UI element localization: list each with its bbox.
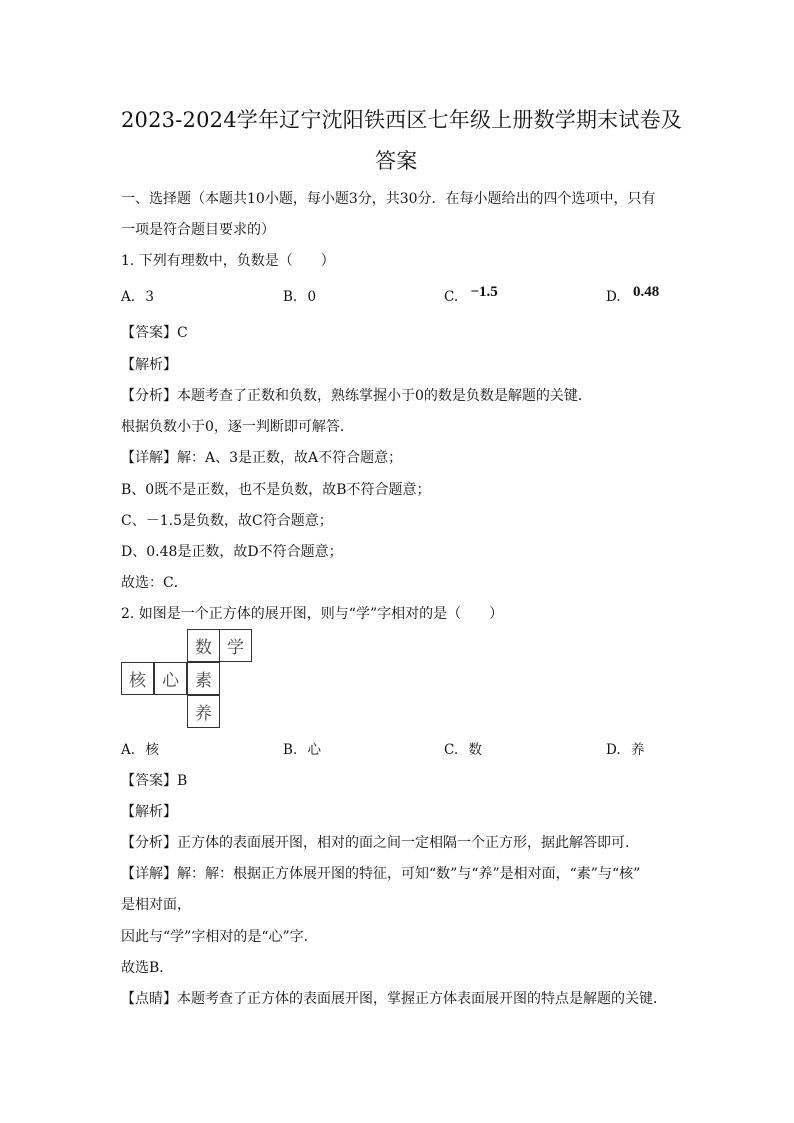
net-square-he: 核 xyxy=(121,662,154,695)
q2-detail-line3: 因此与“学”字相对的是“心”字． xyxy=(121,929,318,945)
q1-option-c-letter: C. xyxy=(444,289,459,305)
q2-detail-line1: 【详解】解：解：根据正方体展开图的特征，可知“数”与“养”是相对面，“素”与“核” xyxy=(121,866,641,882)
q1-option-b-value: 0 xyxy=(307,289,317,305)
q2-option-c-value: 数 xyxy=(468,742,482,758)
q1-option-d-value: 0.48 xyxy=(632,284,660,300)
q2-option-c xyxy=(444,738,482,758)
q1-conclusion: 故选：C． xyxy=(121,575,188,591)
q1-option-b-letter: B. xyxy=(283,289,298,305)
q2-option-d-letter: D. xyxy=(606,742,621,758)
q1-detail-line: C、－1.5是负数，故C符合题意； xyxy=(121,513,333,529)
q1-detail-line: B、0既不是正数，也不是负数，故B不符合题意； xyxy=(121,482,431,498)
section-heading-line2: 一项是符合题目要求的） xyxy=(121,222,275,238)
q2-detail-line2: 是相对面， xyxy=(121,897,191,913)
net-square-shu: 数 xyxy=(187,629,220,662)
q1-option-c-value: −1.5 xyxy=(470,284,498,300)
q2-option-c-letter: C. xyxy=(444,742,459,758)
q1-option-a-letter: A. xyxy=(121,289,136,305)
q2-option-b-value: 心 xyxy=(307,742,322,758)
section-heading-line1: 一、选择题（本题共10小题，每小题3分，共30分．在每小题给出的四个选项中，只有 xyxy=(121,191,656,207)
q1-fenxi: 【分析】本题考查了正数和负数，熟练掌握小于0的数是负数是解题的关键． xyxy=(121,388,592,404)
q2-stem: 2. 如图是一个正方体的展开图，则与“学”字相对的是（ ） xyxy=(121,606,504,622)
q1-answer: 【答案】C xyxy=(121,325,188,341)
q1-stem: 1. 下列有理数中，负数是（ ） xyxy=(121,253,335,269)
net-square-xue: 学 xyxy=(219,629,252,662)
q2-option-b-letter: B. xyxy=(283,742,298,758)
q1-option-b xyxy=(283,289,316,305)
doc-title-line1: 2023-2024学年辽宁沈阳铁西区七年级上册数学期末试卷及 xyxy=(121,108,682,132)
net-square-yang: 养 xyxy=(187,695,220,728)
q2-option-a-letter: A. xyxy=(121,742,136,758)
q1-detail-line: 【详解】解：A、3是正数，故A不符合题意； xyxy=(121,450,403,466)
q2-dianjing: 【点睛】本题考查了正方体的表面展开图，掌握正方体表面展开图的特点是解题的关键． xyxy=(121,991,667,1007)
q1-option-a xyxy=(121,289,154,305)
doc-title-line2: 答案 xyxy=(375,149,418,173)
q1-detail-line: D、0.48是正数，故D不符合题意； xyxy=(121,544,343,560)
q2-answer: 【答案】B xyxy=(121,773,188,789)
q1-fenxi-2: 根据负数小于0，逐一判断即可解答． xyxy=(121,419,354,435)
q2-conclusion: 故选B． xyxy=(121,960,174,976)
q1-option-a-value: 3 xyxy=(145,289,154,305)
q1-analysis-label: 【解析】 xyxy=(121,357,177,373)
net-square-su: 素 xyxy=(187,662,220,695)
q2-fenxi: 【分析】正方体的表面展开图，相对的面之间一定相隔一个正方形，据此解答即可． xyxy=(121,835,639,851)
q2-option-a-value: 核 xyxy=(145,742,159,758)
net-square-xin: 心 xyxy=(154,662,187,695)
q1-option-d xyxy=(606,284,660,306)
q2-option-d-value: 养 xyxy=(630,742,645,758)
q1-option-c xyxy=(444,284,498,306)
q2-analysis-label: 【解析】 xyxy=(121,804,177,820)
q2-option-d xyxy=(606,738,644,758)
q2-option-a xyxy=(121,738,159,758)
q1-option-d-letter: D. xyxy=(606,289,621,305)
q2-option-b xyxy=(283,738,321,758)
